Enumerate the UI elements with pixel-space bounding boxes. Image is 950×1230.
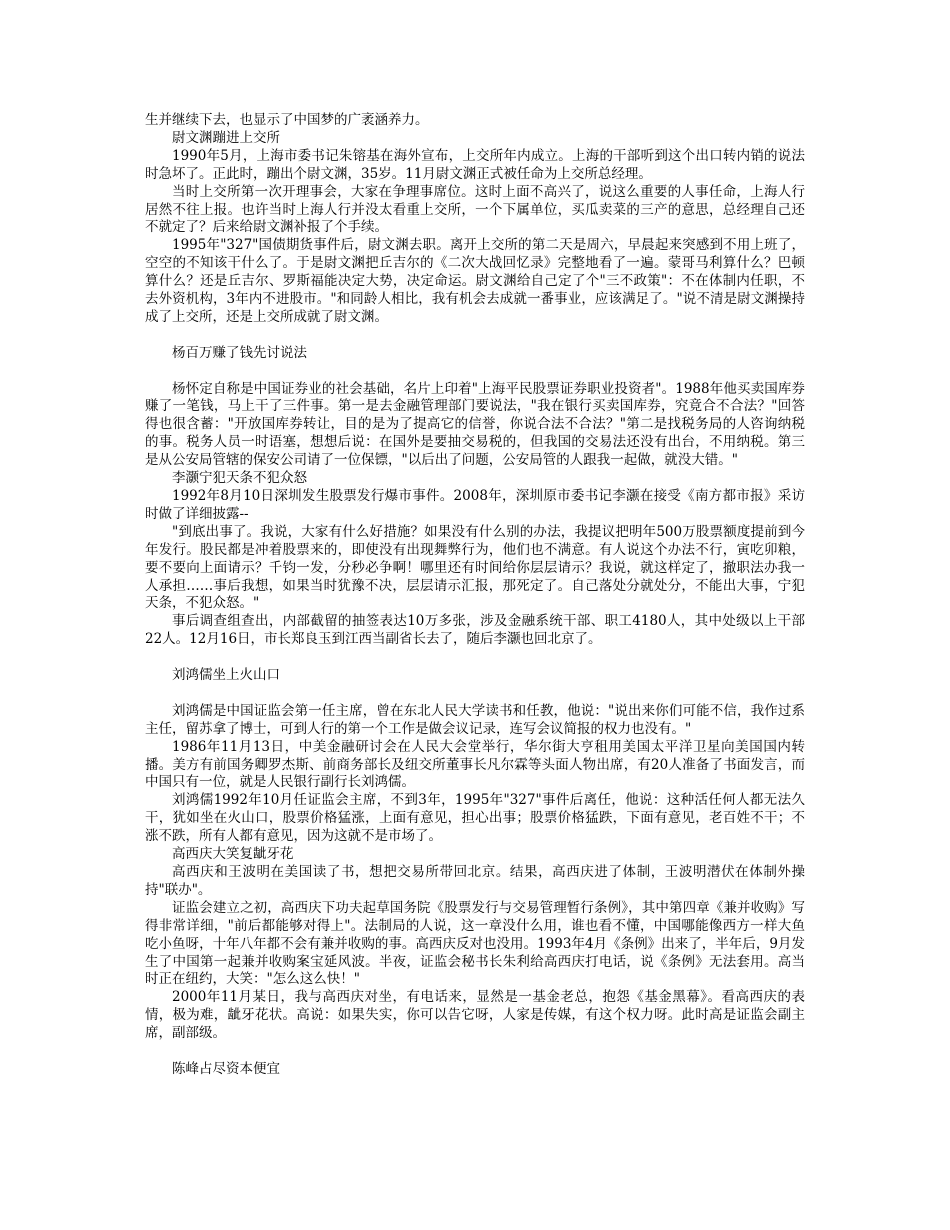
paragraph: 事后调查组查出，内部截留的抽签表达10万多张，涉及金融系统干部、职工4180人，其中处级以上干部22人。12月16日，市长郑良玉到江西当副省长去了，随后李灏也回北京了。	[145, 613, 805, 648]
paragraph: 2000年11月某日，我与高西庆对坐，有电话来，显然是一基金老总，抱怨《基金黑幕》。看高西庆的表情，极为难，龇牙花状。高说：如果失实，你可以告它呀，人家是传媒，有这个权力呀。此时高是证监会副主席，副部级。	[145, 989, 805, 1042]
section-heading-li-hao: 李灏宁犯天条不犯众怒	[172, 470, 307, 487]
section-heading-wei-wenyuan: 尉文渊蹦进上交所	[172, 129, 280, 146]
paragraph: 1992年8月10日深圳发生股票发行爆市事件。2008年，深圳原市委书记李灏在接受《南方都市报》采访时做了详细披露--	[145, 488, 805, 522]
section-heading-chen-feng: 陈峰占尽资本便宜	[172, 1060, 280, 1077]
paragraph: 杨怀定自称是中国证券业的社会基础，名片上印着"上海平民股票证券职业投资者"。1988年他买卖国库券赚了一笔钱，马上干了三件事。第一是去金融管理部门要说法，"我在银行买卖国库券，究竟合不合法？"回答得也很含蓄："开放国库券转让，目的是为了提高它的信誉，你说合法不合法？"第二是找税务局的人咨询纳税的事。税务人员一时语塞，想想后说：在国外是要抽交易税的，但我国的交易法还没有出台，不用纳税。第三是从公安局管辖的保安公司请了一位保镖，"以后出了问题，公安局管的人跟我一起做，就没大错。"	[145, 380, 805, 469]
paragraph: 高西庆和王波明在美国读了书，想把交易所带回北京。结果，高西庆进了体制，王波明潜伏在体制外操持"联办"。	[145, 864, 805, 898]
section-heading-liu-hongru: 刘鸿儒坐上火山口	[172, 667, 280, 684]
paragraph: 刘鸿儒是中国证监会第一任主席，曾在东北人民大学读书和任教，他说："说出来你们可能不信，我作过系主任，留苏拿了博士，可到人行的第一个工作是做会议记录，连写会议简报的权力也没有。"	[145, 702, 805, 737]
section-heading-gao-xiqing: 高西庆大笑复龇牙花	[172, 846, 294, 863]
section-heading-yang-baiwan: 杨百万赚了钱先讨说法	[172, 344, 307, 361]
paragraph: 刘鸿儒1992年10月任证监会主席，不到3年，1995年"327"事件后离任，他说：这种活任何人都无法久干，犹如坐在火山口，股票价格猛涨，上面有意见，担心出事；股票价格猛跌，下面有意见，老百姓不干；不涨不跌，所有人都有意见，因为这就不是市场了。	[145, 792, 805, 845]
paragraph-quote: "到底出事了。我说，大家有什么好措施？如果没有什么别的办法，我提议把明年500万股票额度提前到今年发行。股民都是冲着股票来的，即使没有出现舞弊行为，他们也不满意。有人说这个办法不行，寅吃卯粮，要不要向上面请示？千钧一发，分秒必争啊！哪里还有时间给你层层请示？我说，就这样定了，撤职法办我一人承担……事后我想，如果当时犹豫不决，层层请示汇报，那死定了。自己落处分就处分，不能出大事，宁犯天条，不犯众怒。"	[145, 523, 805, 612]
document-page	[145, 112, 805, 1079]
paragraph: 证监会建立之初，高西庆下功夫起草国务院《股票发行与交易管理暂行条例》，其中第四章《兼并收购》写得非常详细，"前后都能够对得上"。法制局的人说，这一章没什么用，谁也看不懂，中国哪能像西方一样大鱼吃小鱼呀，十年八年都不会有兼并收购的事。高西庆反对也没用。1993年4月《条例》出来了，半年后，9月发生了中国第一起兼并收购案宝延风波。半夜，证监会秘书长朱利给高西庆打电话，说《条例》无法套用。高当时正在纽约，大笑："怎么这么快！"	[145, 899, 805, 988]
paragraph: 1986年11月13日，中美金融研讨会在人民大会堂举行，华尔街大亨租用美国太平洋卫星向美国国内转播。美方有前国务卿罗杰斯、前商务部长及纽交所董事长凡尔霖等头面人物出席，有20人准备了书面发言，而中国只有一位，就是人民银行副行长刘鸿儒。	[145, 738, 805, 791]
paragraph: 1990年5月，上海市委书记朱镕基在海外宣布，上交所年内成立。上海的干部听到这个出口转内销的说法时急坏了。正此时，蹦出个尉文渊，35岁。11月尉文渊正式被任命为上交所总经理。	[145, 147, 805, 182]
paragraph: 1995年"327"国债期货事件后，尉文渊去职。离开上交所的第二天是周六，早晨起来突感到不用上班了，空空的不知该干什么了。于是尉文渊把丘吉尔的《二次大战回忆录》完整地看了一遍。蒙哥马利算什么？巴顿算什么？还是丘吉尔、罗斯福能决定大势，决定命运。尉文渊给自己定了个"三不政策"：不在体制内任职，不去外资机构，3年内不进股市。"和同龄人相比，我有机会去成就一番事业，应该满足了。"说不清是尉文渊操持成了上交所，还是上交所成就了尉文渊。	[145, 237, 805, 325]
paragraph: 当时上交所第一次开理事会，大家在争理事席位。这时上面不高兴了，说这么重要的人事任命，上海人行居然不往上报。也许当时上海人行并没太看重上交所，一个下属单位，买瓜卖菜的三产的意思，总经理自己还不就定了？后来给尉文渊补报了个手续。	[145, 183, 805, 236]
paragraph-intro: 生并继续下去，也显示了中国梦的广袤涵养力。	[145, 112, 429, 128]
